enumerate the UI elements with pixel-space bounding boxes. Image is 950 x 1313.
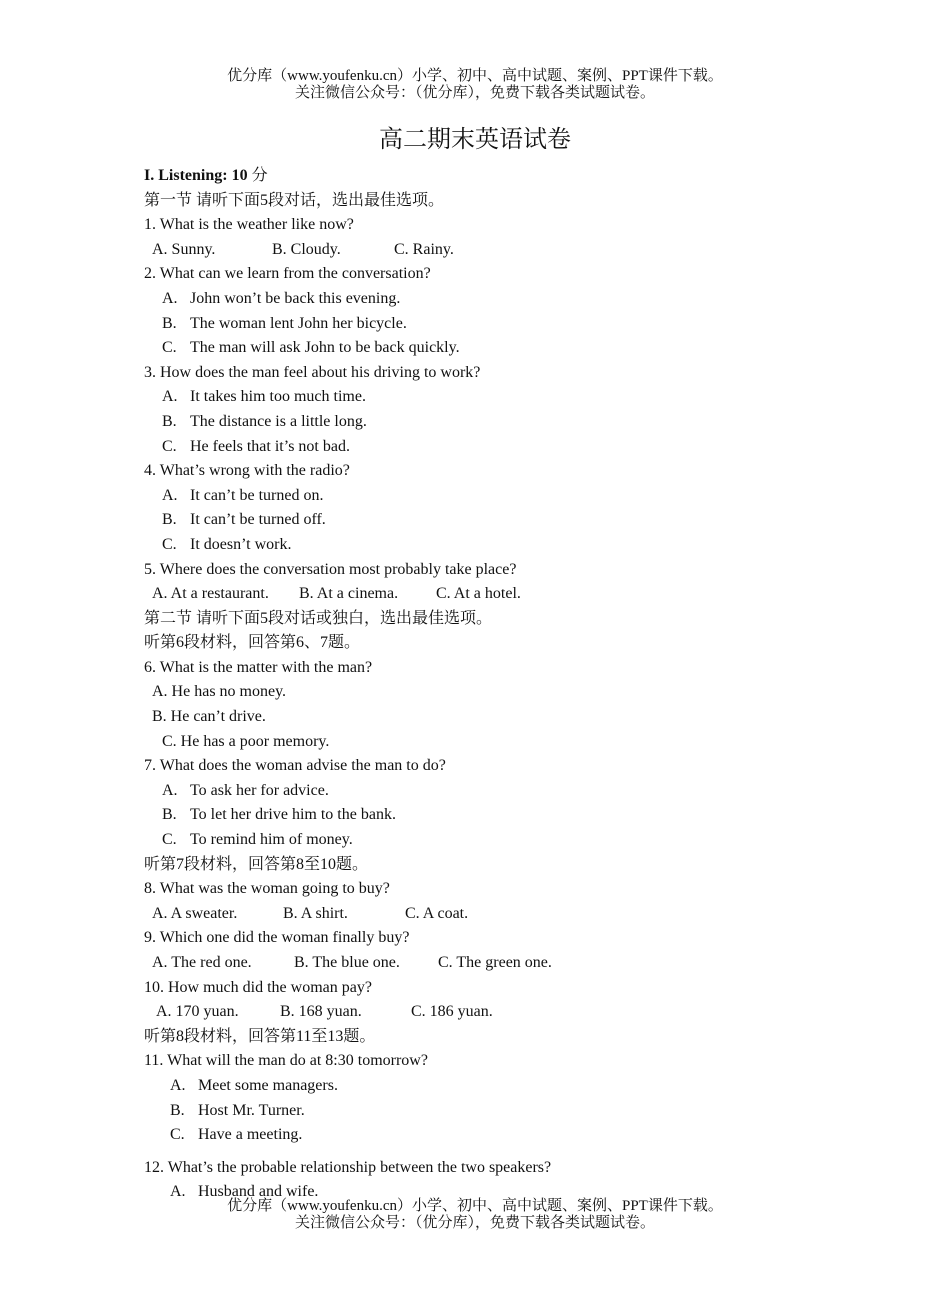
option-text: The man will ask John to be back quickly. xyxy=(190,339,460,357)
question-5: 5. Where does the conversation most probably take place? xyxy=(144,560,517,578)
option-label: B. xyxy=(162,511,177,529)
question-8-options xyxy=(144,902,844,927)
exam-content xyxy=(144,164,844,1205)
option-b: B. He can’t drive. xyxy=(152,708,266,726)
option-row xyxy=(144,336,844,361)
option-text: It doesn’t work. xyxy=(190,535,292,553)
option-row xyxy=(144,779,844,804)
option-c: C. At a hotel. xyxy=(436,585,521,603)
question-2: 2. What can we learn from the conversation? xyxy=(144,265,431,283)
question-5-options xyxy=(144,582,844,607)
option-text: It can’t be turned on. xyxy=(190,486,324,504)
question-12: 12. What’s the probable relationship between the two speakers? xyxy=(144,1158,552,1176)
option-b: B. Cloudy. xyxy=(272,240,341,258)
option-label: A. xyxy=(162,781,178,799)
option-row xyxy=(144,435,844,460)
question-3: 3. How does the man feel about his driving to work? xyxy=(144,363,481,381)
part-two-instruction: 第二节 请听下面5段对话或独白，选出最佳选项。 xyxy=(144,609,493,627)
option-row xyxy=(144,508,844,533)
option-a: A. He has no money. xyxy=(152,683,287,701)
option-b: B. The blue one. xyxy=(294,954,400,971)
option-label: B. xyxy=(170,1101,185,1119)
option-label: A. xyxy=(170,1183,186,1201)
option-c: C. 186 yuan. xyxy=(411,1003,493,1021)
footer-line-1: 优分库（www.youfenku.cn）小学、初中、高中试题、案例、PPT课件下载。 xyxy=(227,1198,723,1214)
question-4: 4. What’s wrong with the radio? xyxy=(144,462,350,480)
option-row xyxy=(144,484,844,509)
option-row xyxy=(144,1099,844,1124)
option-row xyxy=(144,828,844,853)
page-footer xyxy=(0,1198,950,1232)
option-text: Host Mr. Turner. xyxy=(198,1101,305,1119)
option-label: B. xyxy=(162,314,177,332)
option-label: C. xyxy=(170,1126,185,1144)
option-text: It takes him too much time. xyxy=(190,388,366,406)
option-text: Meet some managers. xyxy=(198,1076,338,1094)
option-c: C. A coat. xyxy=(405,904,469,922)
option-text: He feels that it’s not bad. xyxy=(190,437,350,455)
option-text: To ask her for advice. xyxy=(190,781,329,799)
option-row xyxy=(144,410,844,435)
option-text: It can’t be turned off. xyxy=(190,511,326,529)
question-1: 1. What is the weather like now? xyxy=(144,216,354,234)
material-8-note: 听第8段材料，回答第11至13题。 xyxy=(144,1027,376,1045)
option-text: Have a meeting. xyxy=(198,1126,303,1144)
option-b: B. 168 yuan. xyxy=(280,1003,362,1021)
option-row xyxy=(144,533,844,558)
question-6: 6. What is the matter with the man? xyxy=(144,658,373,676)
option-b: B. At a cinema. xyxy=(299,585,399,603)
option-label: C. xyxy=(162,339,177,357)
option-label: C. xyxy=(162,437,177,455)
section-unit: 分 xyxy=(247,167,268,184)
option-label: B. xyxy=(162,806,177,824)
option-row xyxy=(144,287,844,312)
option-label: A. xyxy=(162,388,178,406)
footer-line-2: 关注微信公众号：（优分库），免费下载各类试题试卷。 xyxy=(294,1215,655,1231)
option-c: C. He has a poor memory. xyxy=(162,732,330,750)
material-7-note: 听第7段材料，回答第8至10题。 xyxy=(144,855,369,873)
material-6-note: 听第6段材料，回答第6、7题。 xyxy=(144,634,361,652)
part-one-instruction: 第一节 请听下面5段对话，选出最佳选项。 xyxy=(144,191,445,209)
header-line-1: 优分库（www.youfenku.cn）小学、初中、高中试题、案例、PPT课件下载。 xyxy=(227,68,723,84)
option-a: A. Sunny. xyxy=(152,240,216,258)
question-8: 8. What was the woman going to buy? xyxy=(144,880,390,898)
option-label: C. xyxy=(162,831,177,849)
option-a: A. The red one. xyxy=(152,954,252,971)
option-a: A. A sweater. xyxy=(152,904,238,922)
question-7: 7. What does the woman advise the man to do? xyxy=(144,757,446,775)
option-row xyxy=(144,385,844,410)
option-b: B. A shirt. xyxy=(283,904,348,922)
question-9-options xyxy=(144,951,844,976)
section-label: I. Listening: 10 xyxy=(144,167,248,184)
option-label: C. xyxy=(162,535,177,553)
page-header xyxy=(0,68,950,102)
option-row xyxy=(144,803,844,828)
question-1-options xyxy=(144,238,844,263)
section-heading xyxy=(144,164,844,189)
option-a: A. At a restaurant. xyxy=(152,585,269,603)
option-row xyxy=(144,1074,844,1099)
page-title: 高二期末英语试卷 xyxy=(379,127,571,153)
option-label: A. xyxy=(162,486,178,504)
option-label: B. xyxy=(162,412,177,430)
question-9: 9. Which one did the woman finally buy? xyxy=(144,929,410,947)
option-text: John won’t be back this evening. xyxy=(190,289,401,307)
option-text: To let her drive him to the bank. xyxy=(190,806,396,824)
question-10: 10. How much did the woman pay? xyxy=(144,978,372,996)
option-a: A. 170 yuan. xyxy=(156,1003,239,1021)
option-text: To remind him of money. xyxy=(190,831,353,849)
option-text: The woman lent John her bicycle. xyxy=(190,314,407,332)
option-row xyxy=(144,312,844,337)
option-row xyxy=(144,1123,844,1148)
option-text: Husband and wife. xyxy=(198,1183,319,1201)
header-line-2: 关注微信公众号：（优分库），免费下载各类试题试卷。 xyxy=(294,85,655,101)
option-label: A. xyxy=(170,1076,186,1094)
option-c: C. The green one. xyxy=(438,954,552,971)
option-label: A. xyxy=(162,289,178,307)
option-text: The distance is a little long. xyxy=(190,412,367,430)
question-11: 11. What will the man do at 8:30 tomorrow? xyxy=(144,1052,428,1070)
question-10-options xyxy=(144,1000,844,1025)
option-c: C. Rainy. xyxy=(394,240,454,258)
